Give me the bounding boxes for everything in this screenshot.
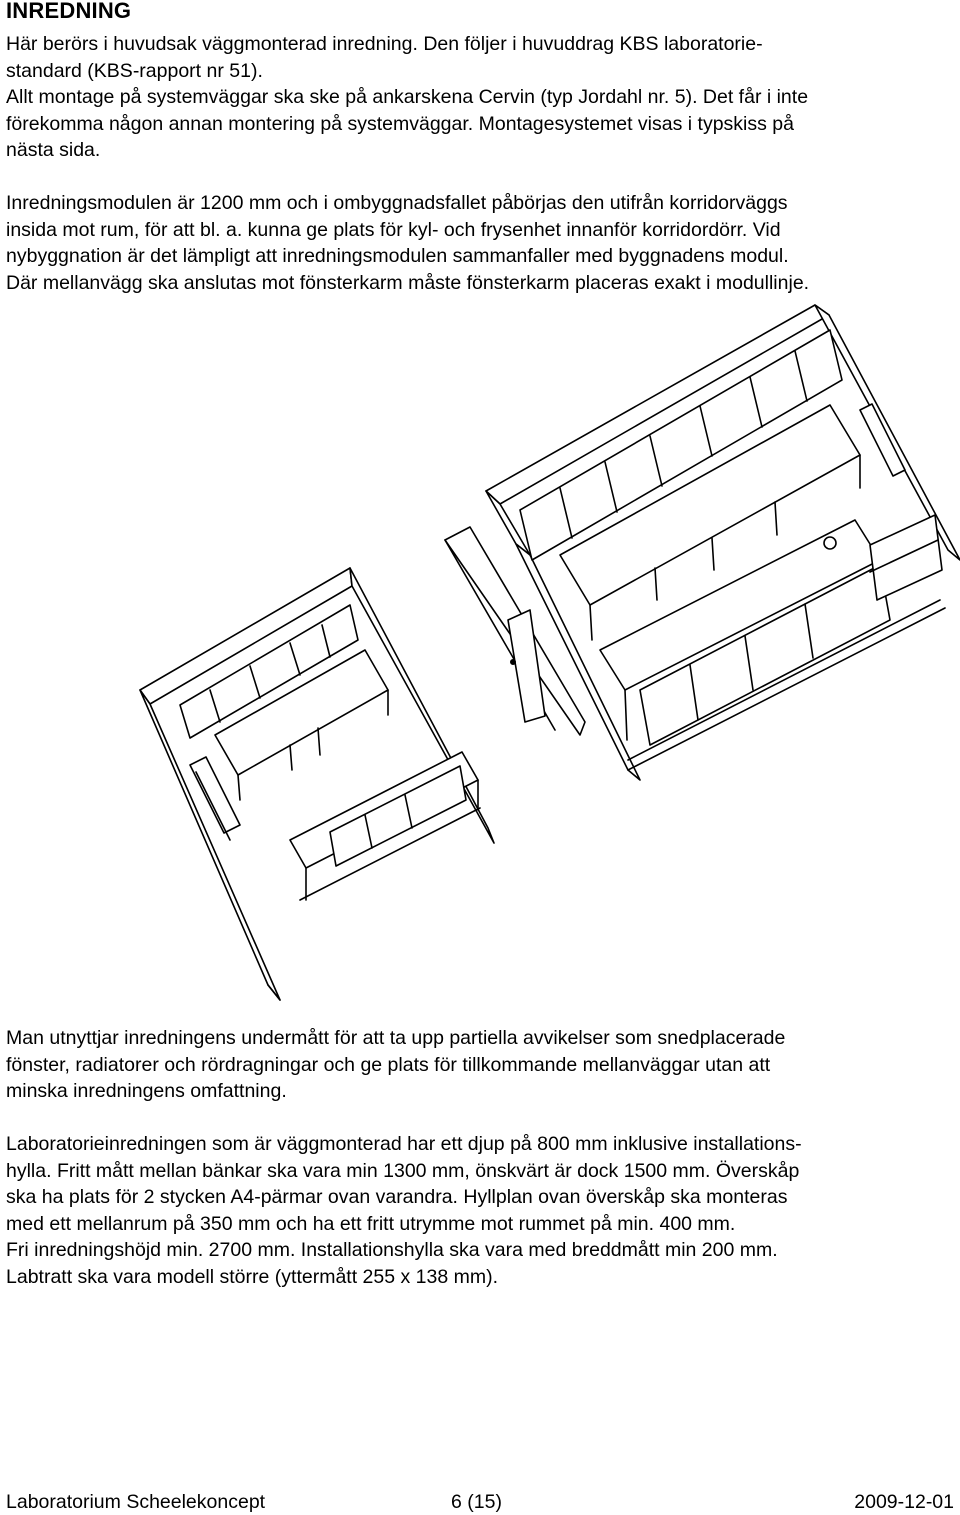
text-line: fönster, radiatorer och rördragningar och ge plats för tillkommande mellanväggar utan att (6, 1053, 771, 1076)
text-line: ska ha plats för 2 stycken A4-pärmar ovan varandra. Hyllplan ovan överskåp ska monteras (6, 1186, 788, 1208)
intro-paragraph (6, 31, 958, 164)
isometric-lab-layout-figure (130, 300, 960, 1005)
text-line: minska inredningens omfattning. (6, 1080, 287, 1102)
text-line: Allt montage på systemväggar ska ske på ankarskena Cervin (typ Jordahl nr. 5). Det får i inte (6, 86, 809, 108)
footer-date: 2009-12-01 (854, 1491, 954, 1513)
page-heading: INREDNING (6, 0, 132, 23)
tolerance-paragraph (6, 1025, 958, 1105)
text-line: förekomma någon annan montering på systemväggar. Montagesystemet visas i typskiss på (6, 112, 794, 135)
footer-document-title: Laboratorium Scheelekoncept (6, 1491, 266, 1513)
text-line: med ett mellanrum på 350 mm och ha ett fritt utrymme mot rummet på min. 400 mm. (6, 1212, 736, 1235)
module-paragraph (6, 190, 958, 296)
footer-page-number: 6 (15) (451, 1491, 502, 1513)
text-line: Här berörs i huvudsak väggmonterad inredning. Den följer i huvuddrag KBS laboratorie- (6, 33, 763, 55)
text-line: Laboratorieinredningen som är väggmonterad har ett djup på 800 mm inklusive installations- (6, 1133, 802, 1155)
text-line: Labtratt ska vara modell större (yttermått 255 x 138 mm). (6, 1265, 499, 1288)
text-line: Man utnyttjar inredningens undermått för att ta upp partiella avvikelser som snedplacerade (6, 1027, 786, 1049)
dimensions-paragraph (6, 1131, 958, 1290)
text-line: Fri inredningshöjd min. 2700 mm. Installationshylla ska vara med breddmått min 200 mm. (6, 1239, 778, 1261)
text-line: Inredningsmodulen är 1200 mm och i ombyggnadsfallet påbörjas den utifrån korridorväggs (6, 192, 788, 214)
text-line: nybyggnation är det lämpligt att inredningsmodulen sammanfaller med byggnadens modul. (6, 245, 789, 267)
page-footer (6, 1490, 954, 1514)
right-room-drawing (445, 305, 960, 780)
text-line: hylla. Fritt mått mellan bänkar ska vara min 1300 mm, önskvärt är dock 1500 mm. Överskåp (6, 1159, 800, 1182)
left-room-drawing (140, 568, 494, 1000)
text-line: nästa sida. (6, 139, 101, 161)
text-line: Där mellanvägg ska anslutas mot fönsterkarm måste fönsterkarm placeras exakt i modullinje. (6, 271, 810, 294)
text-line: standard (KBS-rapport nr 51). (6, 59, 263, 82)
text-line: insida mot rum, för att bl. a. kunna ge plats för kyl- och frysenhet innanför korridordörr. Vid (6, 218, 781, 241)
